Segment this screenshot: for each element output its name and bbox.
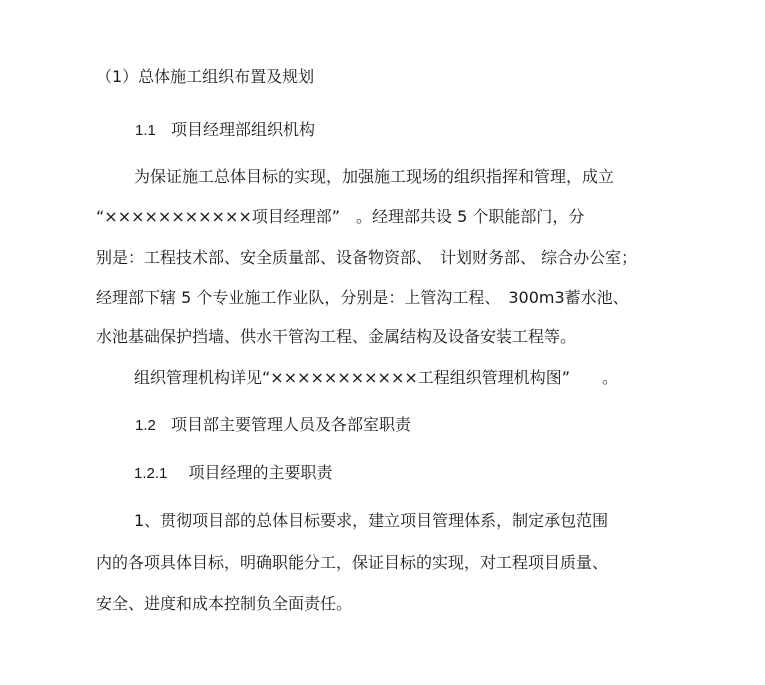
paragraph-line: “×××××××××××项目经理部” 。经理部共设 5 个职能部门，分 [96,207,585,226]
paragraph-line: 为保证施工总体目标的实现，加强施工现场的组织指挥和管理，成立 [134,167,615,186]
subsection-heading-1-2-1 [134,463,332,484]
section-title: （1）总体施工组织布置及规划 [96,67,315,86]
paragraph-line: 经理部下辖 5 个专业施工作业队，分别是：上管沟工程、 300m3蓄水池、 [96,288,629,307]
paragraph-line: 安全、进度和成本控制负全面责任。 [96,594,353,613]
subsection-heading-1-2 [135,415,411,436]
subsection-number: 1.2 [135,417,156,434]
subsection-title: 项目部主要管理人员及各部室职责 [170,415,411,434]
subsection-number: 1.2.1 [134,465,168,482]
subsection-number: 1.1 [135,122,156,139]
subsection-title: 项目经理部组织机构 [170,120,315,139]
subsection-heading-1-1 [135,120,315,141]
subsection-title: 项目经理的主要职责 [188,463,333,482]
paragraph-line: 组织管理机构详见“×××××××××××工程组织管理机构图” 。 [134,368,619,387]
paragraph-line: 别是：工程技术部、安全质量部、设备物资部、 计划财务部、 综合办公室； [96,248,638,267]
paragraph-line: 内的各项具体目标，明确职能分工，保证目标的实现，对工程项目质量、 [96,553,609,572]
paragraph-line: 1、贯彻项目部的总体目标要求，建立项目管理体系，制定承包范围 [134,511,609,530]
paragraph-line: 水池基础保护挡墙、供水干管沟工程、金属结构及设备安装工程等。 [96,327,577,346]
